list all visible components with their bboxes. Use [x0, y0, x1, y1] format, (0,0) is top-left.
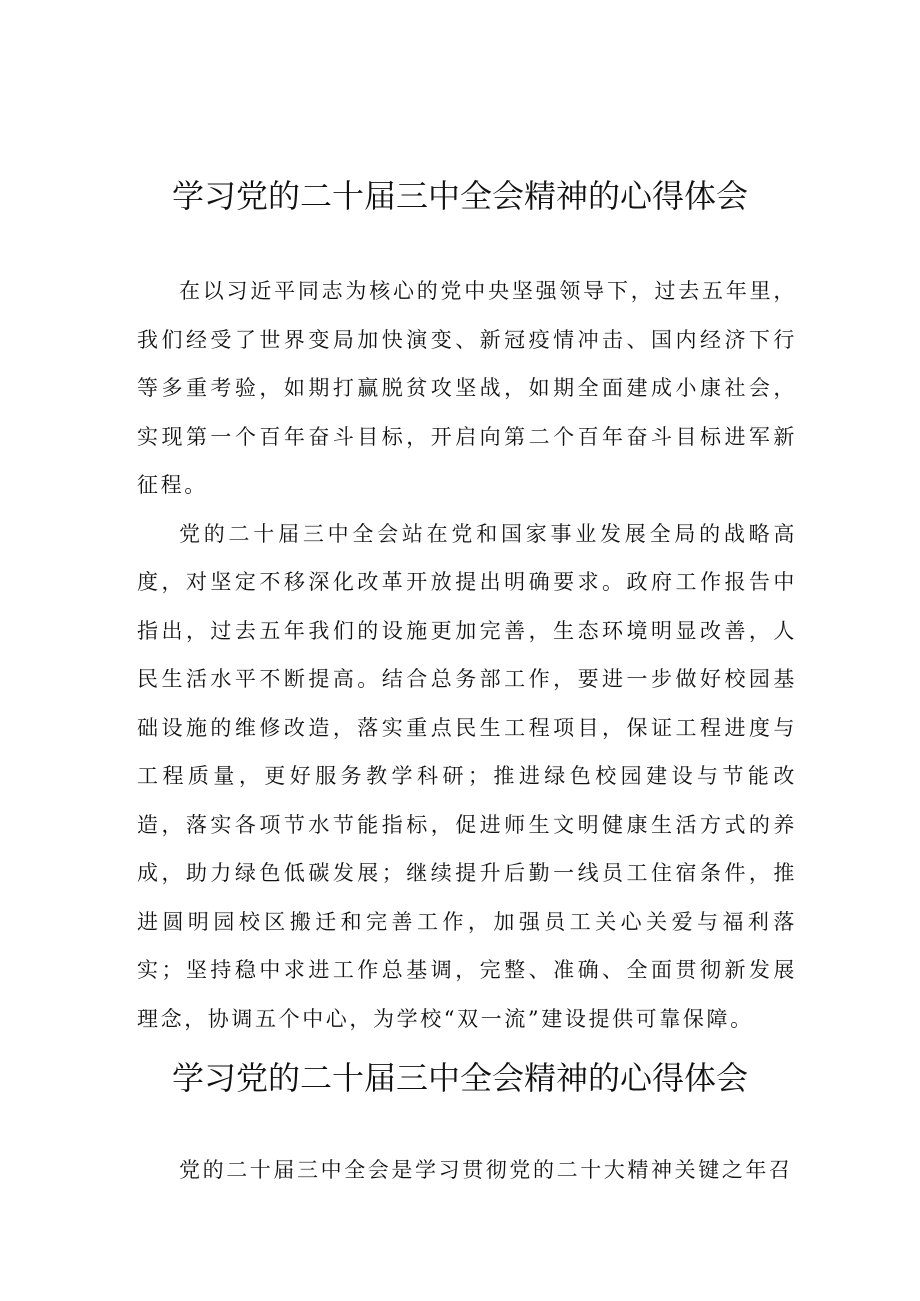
section-1-body	[137, 267, 797, 1043]
section-1-paragraph-1: 在以习近平同志为核心的党中央坚强领导下，过去五年里，我们经受了世界变局加快演变、新冠疫情冲击、国内经济下行等多重考验，如期打赢脱贫攻坚战，如期全面建成小康社会，实现第一个百年奋斗目标，开启向第二个百年奋斗目标进军新征程。	[137, 279, 797, 497]
section-2-paragraph-1: 党的二十届三中全会是学习贯彻党的二十大精神关键之年召	[179, 1158, 793, 1182]
section-2-body	[137, 1146, 797, 1195]
section-1-title: 学习党的二十届三中全会精神的心得体会	[171, 177, 748, 215]
section-1-paragraph-2: 党的二十届三中全会站在党和国家事业发展全局的战略高度，对坚定不移深化改革开放提出明确要求。政府工作报告中指出，过去五年我们的设施更加完善，生态环境明显改善，人民生活水平不断提高。结合总务部工作，要进一步做好校园基础设施的维修改造，落实重点民生工程项目，保证工程进度与工程质量，更好服务教学科研；推进绿色校园建设与节能改造，落实各项节水节能指标，促进师生文明健康生活方式的养成，助力绿色低碳发展；继续提升后勤一线员工住宿条件，推进圆明园校区搬迁和完善工作，加强员工关心关爱与福利落实；坚持稳中求进工作总基调，完整、准确、全面贯彻新发展理念，协调五个中心，为学校“双一流”建设提供可靠保障。	[137, 521, 797, 1031]
section-2-title: 学习党的二十届三中全会精神的心得体会	[171, 1059, 748, 1097]
